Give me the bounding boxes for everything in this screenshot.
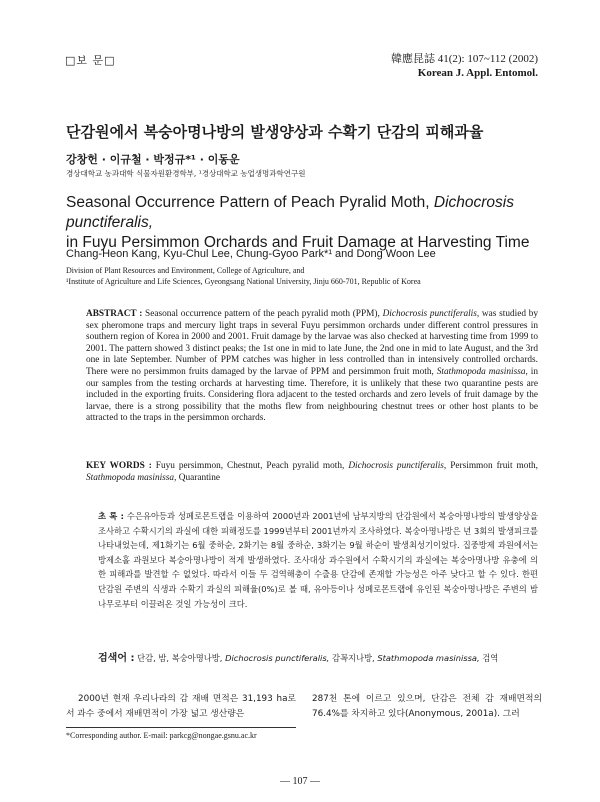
keywords-text-3: Quarantine: [176, 472, 221, 483]
affiliation-korean: 경상대학교 농과대학 식물자원환경학부, ¹경상대학교 농업생명과학연구원: [66, 169, 306, 178]
footnote-divider: [66, 727, 296, 728]
keywords-text-1: Fuyu persimmon, Chestnut, Peach pyralid moth,: [151, 461, 349, 471]
footnote: *Corresponding author. E-mail: parkcg@nongae.gsnu.ac.kr: [66, 731, 257, 740]
keywords-text-2: Persimmon fruit moth,: [446, 461, 538, 471]
journal-kr: 韓應昆誌 41(2): 107~112 (2002): [390, 53, 538, 65]
title-korean: 단감원에서 복숭아명나방의 발생양상과 수확기 단감의 피해과율: [66, 123, 484, 141]
affiliation-english-line2: ¹Institute of Agriculture and Life Sciences, Gyeongsang National University, Jinju 660-701, Republic of Korea: [66, 277, 421, 286]
abstract-korean: [98, 509, 538, 611]
keywords-english: [86, 461, 538, 484]
body-column-left: 2000년 현재 우리나라의 감 재배 면적은 31,193 ha로서 과수 중에서 재배면적이 가장 넓고 생산량은: [66, 694, 296, 720]
keywords-korean-label: 검색어 :: [98, 653, 135, 664]
abstract-english: [86, 309, 538, 425]
abstract-korean-label: 초 록 :: [98, 511, 124, 521]
title-english-line1: Seasonal Occurrence Pattern of Peach Pyralid Moth,: [66, 194, 434, 211]
section-tag: □보 문□: [65, 54, 116, 67]
journal-en: Korean J. Appl. Entomol.: [417, 67, 538, 79]
keywords-korean-text-3: 검역: [479, 653, 499, 663]
abstract-text-3: in our samples from the testing orchards at harvesting time. Therefore, it is unlikely that these two quarantine pests are included in the exporting fruits. Considering flora adjacent to the tested orchards and zero levels of fruit damage by the larvae, there is a strong possibility that the moths flew from neighbouring chestnut trees or other host plants to be attracted to the traps in the persimmon orchards.: [86, 366, 538, 424]
keywords-species-2: Stathmopoda masinissa,: [86, 472, 177, 483]
keywords-korean-text-1: 단감, 밤, 복숭아명나방,: [134, 653, 226, 663]
title-species: Dichocrosis punctiferalis,: [66, 194, 514, 231]
authors-english: Chang-Heon Kang, Kyu-Chul Lee, Chung-Gyoo Park*¹ and Dong Woon Lee: [66, 248, 436, 260]
abstract-species-1: Dichocrosis punctiferalis,: [382, 309, 480, 319]
keywords-label: KEY WORDS :: [86, 461, 152, 471]
abstract-text-1: Seasonal occurrence pattern of the peach pyralid moth (PPM),: [142, 309, 383, 319]
abstract-text-2: was studied by sex pheromone traps and mercury light traps in several Fuyu persimmon orchards under different control pressures in southern region of Korea in 2000 and 2001. Fruit damage by the larvae was also checked at harvesting time from 1999 to 2001. The pattern showed 3 distinct peaks; the 1st one in mid to late June, the 2nd one in mid to late August, and the 3rd one in late September. Number of PPM catches was higher in less controlled than in intensively controlled orchards. There were no persimmon fruits damaged by the larvae of PPM and persimmon fruit moth,: [86, 309, 538, 377]
keywords-korean-text-2: 감꼭지나방,: [329, 653, 378, 663]
journal-citation: [391, 52, 538, 80]
authors-korean: 강창헌 · 이규철 · 박정규*¹ · 이동운: [66, 153, 240, 166]
keywords-korean: [98, 652, 538, 665]
keywords-korean-species-1: Dichocrosis punctiferalis,: [225, 653, 330, 663]
abstract-label: ABSTRACT :: [86, 309, 143, 319]
abstract-species-2: Stathmopoda masinissa,: [436, 366, 528, 377]
keywords-species-1: Dichocrosis punctiferalis,: [348, 461, 447, 471]
title-english-line2: in Fuyu Persimmon Orchards and Fruit Damage at Harvesting Time: [66, 234, 530, 251]
abstract-korean-text: 수은유아등과 성페로몬트랩을 이용하여 2000년과 2001년에 남부지방의 단감원에서 복숭아명나방의 발생양상을 조사하고 수확시기의 과실에 대한 피해정도를 1999년부터 2001년까지 조사하였다. 복숭아명나방은 년 3회의 발생피크를 나타내었는데, 제1화기는 6월 중하순, 2화기는 8월 중하순, 3화기는 9월 하순이 발생최성기이었다. 집중방제 과원에서는 방제소홀 과원보다 복숭아명나방이 적게 발생하였다. 조사대상 과수원에서 수확시기의 과실에는 복숭아명나방 유충에 의한 피해과를 발견할 수 없었다. 따라서 이들 두 검역해충이 수출용 단감에 존재할 가능성은 아주 낮다고 할 수 있다. 한편 단감원 주변의 식생과 수확기 과실의 피해율(0%)로 볼 때, 유아등이나 성페로몬트랩에 유인된 복숭아명나방은 주변의 밤나무로부터 이끌려온 것일 가능성이 크다.: [98, 511, 539, 609]
affiliation-english: [66, 265, 546, 287]
affiliation-english-line1: Division of Plant Resources and Environment, College of Agriculture, and: [66, 266, 305, 275]
body-column-right: 287천 톤에 이르고 있으며, 단감은 전체 감 재배면적의 76.4%를 차지하고 있다(Anonymous, 2001a). 그러: [312, 694, 542, 720]
keywords-korean-species-2: Stathmopoda masinissa,: [377, 653, 480, 663]
title-english: [66, 193, 546, 253]
page-number: — 107 —: [280, 776, 320, 787]
